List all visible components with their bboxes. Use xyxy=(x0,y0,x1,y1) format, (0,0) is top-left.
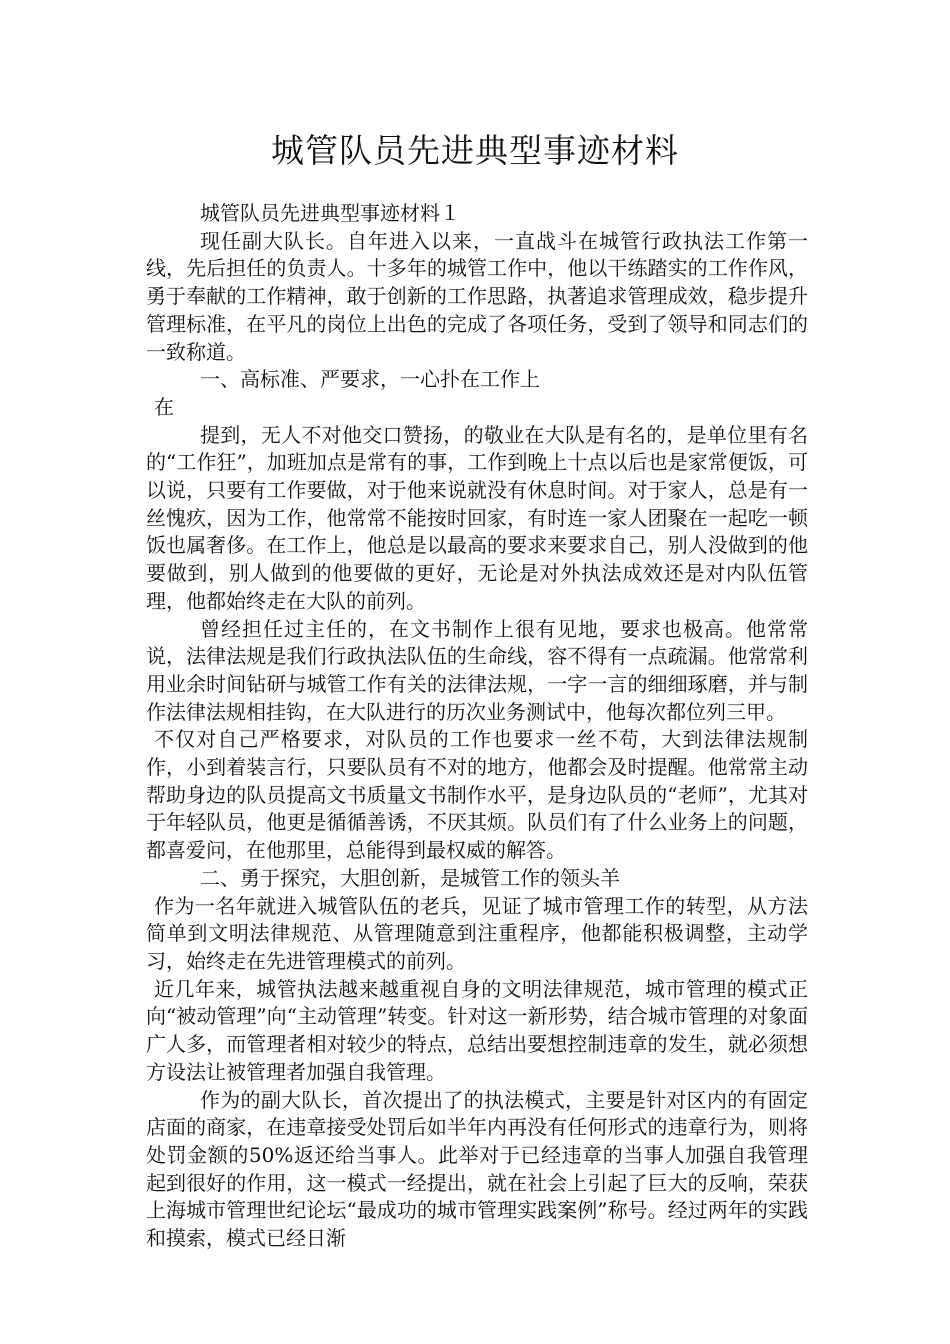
paragraph: 一、高标准、严要求，一心扑在工作上 xyxy=(200,367,540,392)
paragraph: 不仅对自己严格要求，对队员的工作也要求一丝不苟，大到法律法规制作，小到着装言行，只要队员有不对的地方，他都会及时提醒。他常常主动帮助身边的队员提高文书质量文书制作水平，是身边队员的“老师”，尤其对于年轻队员，他更是循循善诱，不厌其烦。队员们有了什么业务上的问题，都喜爱问，在他那里，总能得到最权威的解答。 xyxy=(146,727,808,863)
paragraph: 二、勇于探究，大胆创新，是城管工作的领头羊 xyxy=(200,865,620,890)
paragraph: 近几年来，城管执法越来越重视自身的文明法律规范，城市管理的模式正向“被动管理”向“主动管理”转变。针对这一新形势，结合城市管理的对象面广人多，而管理者相对较少的特点，总结出要想控制违章的发生，就必须想方设法让被管理者加强自我管理。 xyxy=(146,976,808,1084)
paragraph: 作为一名年就进入城管队伍的老兵，见证了城市管理工作的转型，从方法简单到文明法律规范、从管理随意到注重程序，他都能积极调整，主动学习，始终走在先进管理模式的前列。 xyxy=(146,893,808,973)
paragraph: 城管队员先进典型事迹材料１ xyxy=(200,201,460,225)
paragraph: 在 xyxy=(154,394,174,419)
document-body xyxy=(146,200,808,1253)
paragraph: 作为的副大队长，首次提出了的执法模式，主要是针对区内的有固定店面的商家，在违章接受处罚后如半年内再没有任何形式的违章行为，则将处罚金额的50%返还给当事人。此举对于已经违章的当事人加强自我管理起到很好的作用，这一模式一经提出，就在社会上引起了巨大的反响，荣获上海城市管理世纪论坛“最成功的城市管理实践案例”称号。经过两年的实践和摸索，模式已经日渐 xyxy=(146,1087,808,1251)
paragraph: 现任副大队长。自年进入以来，一直战斗在城管行政执法工作第一线，先后担任的负责人。十多年的城管工作中，他以干练踏实的工作作风，勇于奉献的工作精神，敢于创新的工作思路，执著追求管理成效，稳步提升管理标准，在平凡的岗位上出色的完成了各项任务，受到了领导和同志们的一致称道。 xyxy=(146,228,808,364)
paragraph: 曾经担任过主任的，在文书制作上很有见地，要求也极高。他常常说，法律法规是我们行政执法队伍的生命线，容不得有一点疏漏。他常常利用业余时间钻研与城管工作有关的法律法规，一字一言的细细琢磨，并与制作法律法规相挂钩，在大队进行的历次业务测试中，他每次都位列三甲。 xyxy=(146,616,808,724)
paragraph: 提到，无人不对他交口赞扬，的敬业在大队是有名的，是单位里有名的“工作狂”，加班加点是常有的事，工作到晚上十点以后也是家常便饭，可以说，只要有工作要做，对于他来说就没有休息时间。对于家人，总是有一丝愧疚，因为工作，他常常不能按时回家，有时连一家人团聚在一起吃一顿饭也属奢侈。在工作上，他总是以最高的要求来要求自己，别人没做到的他要做到，别人做到的他要做的更好，无论是对外执法成效还是对内队伍管理，他都始终走在大队的前列。 xyxy=(146,422,808,613)
document-title: 城管队员先进典型事迹材料 xyxy=(271,131,679,170)
